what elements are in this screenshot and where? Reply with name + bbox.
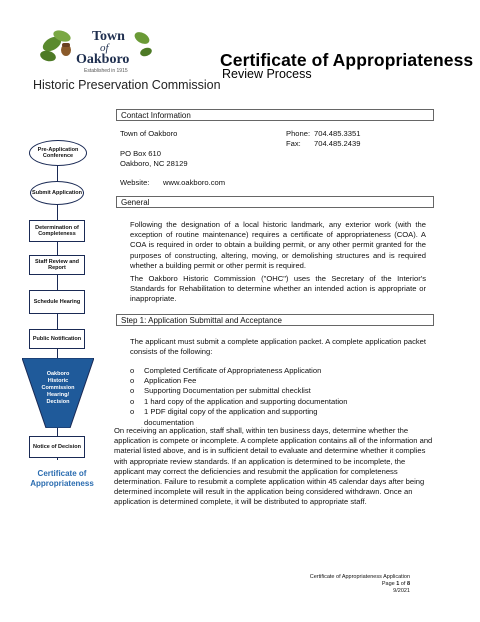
- flow-final-certificate: Certificate of Appropriateness: [30, 469, 94, 488]
- footer-doc-title: Certificate of Appropriateness Application: [309, 574, 410, 580]
- website-link[interactable]: www.oakboro.com: [163, 178, 226, 187]
- logo-of: of: [100, 42, 109, 54]
- list-item: o Completed Certificate of Appropriateness Application: [130, 366, 430, 376]
- flow-step-public-notification: Public Notification: [29, 329, 85, 349]
- contact-heading: Contact Information: [116, 109, 434, 121]
- fax-label: Fax:: [286, 139, 301, 148]
- page-subtitle: Review Process: [222, 67, 312, 81]
- contact-city: Oakboro, NC 28129: [120, 159, 188, 168]
- contact-org: Town of Oakboro: [120, 129, 178, 138]
- flow-step-submit: Submit Application: [30, 181, 84, 205]
- flow-step-pre-application: Pre-Application Conference: [29, 140, 87, 166]
- page-title: Certificate of Appropriateness: [220, 50, 474, 70]
- general-heading: General: [116, 196, 434, 208]
- list-item-continuation: documentation: [144, 418, 194, 427]
- flow-step-staff-review: Staff Review and Report: [29, 255, 85, 275]
- flow-step-notice-of-decision: Notice of Decision: [29, 436, 85, 458]
- flow-step-schedule-hearing: Schedule Hearing: [29, 290, 85, 314]
- fax-number: 704.485.2439: [314, 139, 361, 148]
- phone-label: Phone:: [286, 129, 311, 138]
- submittal-list: [130, 366, 430, 417]
- logo-town: Town: [92, 29, 125, 44]
- general-paragraph-1: Following the designation of a local historic landmark, any exterior work (with the exception of routine maintenance) requires a certificate of appropriateness (COA). A COA is required in order to obtain a building permit, or any other permit granted for the purposes of constructing, altering, moving, or demolishing structures and is required whether a building permit or other permit is required.: [130, 220, 426, 270]
- list-item: o 1 hard copy of the application and supporting documentation: [130, 397, 430, 407]
- logo-name: Oakboro: [76, 52, 130, 67]
- phone-number: 704.485.3351: [314, 129, 361, 138]
- logo-established: Established in 1915: [84, 68, 128, 74]
- website-label: Website:: [120, 178, 150, 187]
- step1-heading: Step 1: Application Submittal and Acceptance: [116, 314, 434, 326]
- step1-intro: The applicant must submit a complete application packet. A complete application packet consists of the following:: [130, 337, 426, 357]
- flow-step-hearing-decision: Oakboro Historic Commission Hearing/ Decision: [41, 371, 75, 405]
- commission-name: Historic Preservation Commission: [33, 78, 221, 92]
- list-item: o Supporting Documentation per submittal checklist: [130, 386, 430, 396]
- list-item: o 1 PDF digital copy of the application and supporting: [130, 407, 430, 417]
- general-paragraph-2: The Oakboro Historic Commission ("OHC") uses the Secretary of the Interior's Standards for Rehabilitation to determine whether an intended action is appropriate or inappropriate.: [130, 274, 426, 304]
- list-item: o Application Fee: [130, 376, 430, 386]
- step1-body: On receiving an application, staff shall, within ten business days, determine whether the application is compete or incomplete. A complete application contains all of the information and material listed above, and is in sufficient detail to evaluate and determine whether it complies with appropriate review standards. If an application is determined to be incomplete, the applicant may correct the deficiencies and resubmit the application for completeness determination. Failure to resubmit a complete application within 45 calendar days after being determined incomplete will result in the application being considered withdrawn. Once an application is determined complete, it will be distributed to appropriate staff.: [114, 426, 433, 507]
- flow-step-completeness: Determination of Completeness: [29, 220, 85, 242]
- footer-page-number: Page 1 of 8: [381, 581, 410, 587]
- footer-date: 9/2021: [393, 588, 410, 594]
- contact-po-box: PO Box 610: [120, 149, 161, 158]
